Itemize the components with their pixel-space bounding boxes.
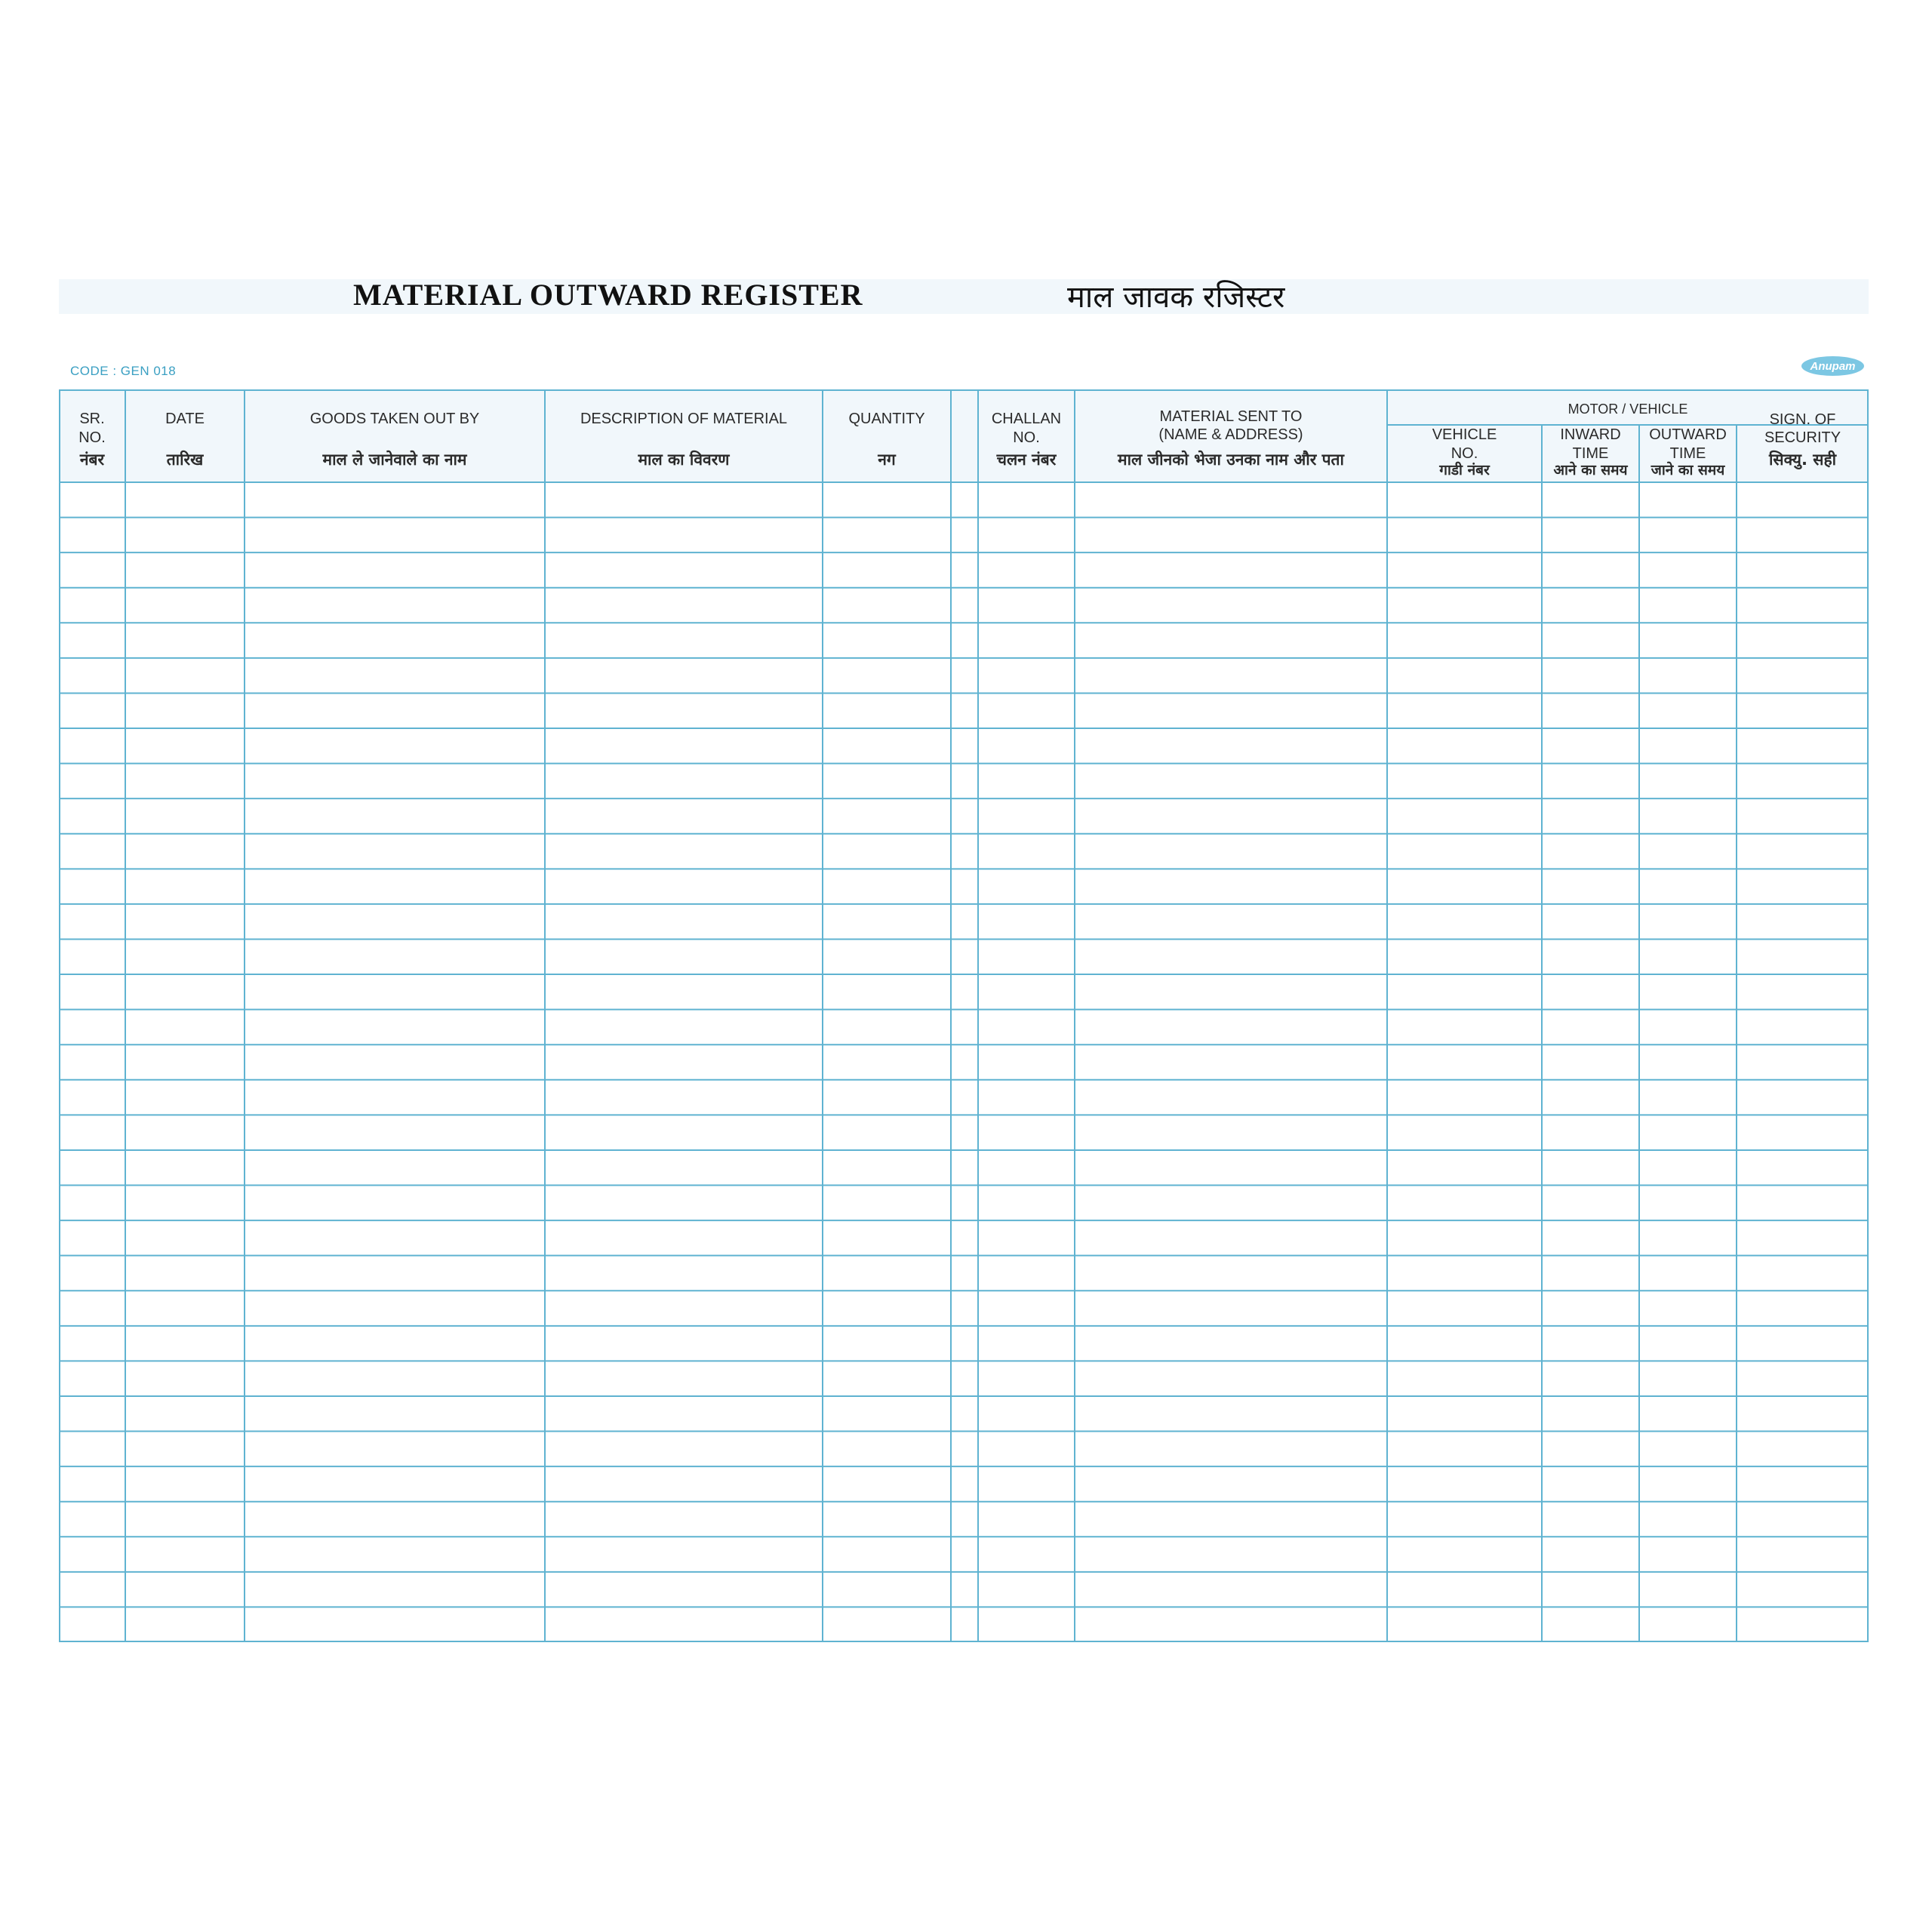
column-header-goods_taken_out_by: GOODS TAKEN OUT BY [309,411,480,427]
brand-logo: Anupam [1801,356,1864,376]
register-title-english: MATERIAL OUTWARD REGISTER [353,278,863,312]
column-header-sent_to-hindi: माल जीनको भेजा उनका नाम और पता [1118,451,1344,469]
column-header-outward_time: OUTWARD [1649,426,1727,443]
title-band [59,279,1869,314]
column-header-challan: NO. [1013,429,1040,446]
column-header-sr: SR. [79,411,105,427]
column-header-sr-hindi: नंबर [79,451,105,469]
column-header-sr: NO. [78,429,106,446]
column-header-quantity: QUANTITY [848,411,925,427]
register-title-hindi: माल जावक रजिस्टर [1067,280,1285,315]
column-header-goods_taken_out_by-hindi: माल ले जानेवाले का नाम [322,451,467,469]
column-header-sent_to: (NAME & ADDRESS) [1158,426,1303,443]
column-header-challan-hindi: चलन नंबर [996,451,1057,469]
column-header-security_sign-hindi: सिक्यु. सही [1768,451,1837,469]
column-header-inward_time: INWARD [1560,426,1621,443]
column-header-outward_time: TIME [1669,445,1706,462]
column-header-inward_time-hindi: आने का समय [1553,462,1628,478]
column-header-vehicle_no-hindi: गाडी नंबर [1439,462,1490,478]
column-header-security_sign: SECURITY [1764,429,1841,446]
column-header-vehicle_no: VEHICLE [1432,426,1497,443]
column-header-description: DESCRIPTION OF MATERIAL [580,411,788,427]
column-header-sent_to: MATERIAL SENT TO [1159,408,1303,425]
table-border [60,390,1868,1641]
column-header-quantity-hindi: नग [878,451,896,469]
register-grid [59,389,1869,1642]
column-header-challan: CHALLAN [991,411,1062,427]
column-header-date: DATE [165,411,205,427]
column-header-date-hindi: तारिख [166,451,204,469]
column-header-vehicle_no: NO. [1451,445,1478,462]
column-header-inward_time: TIME [1572,445,1609,462]
column-header-outward_time-hindi: जाने का समय [1651,462,1725,478]
column-header-description-hindi: माल का विवरण [638,451,730,469]
vehicle-group-header: MOTOR / VEHICLE [1567,401,1688,417]
form-code: CODE : GEN 018 [70,364,177,378]
register-table [59,389,1869,1642]
column-header-security_sign: SIGN. OF [1769,411,1836,428]
